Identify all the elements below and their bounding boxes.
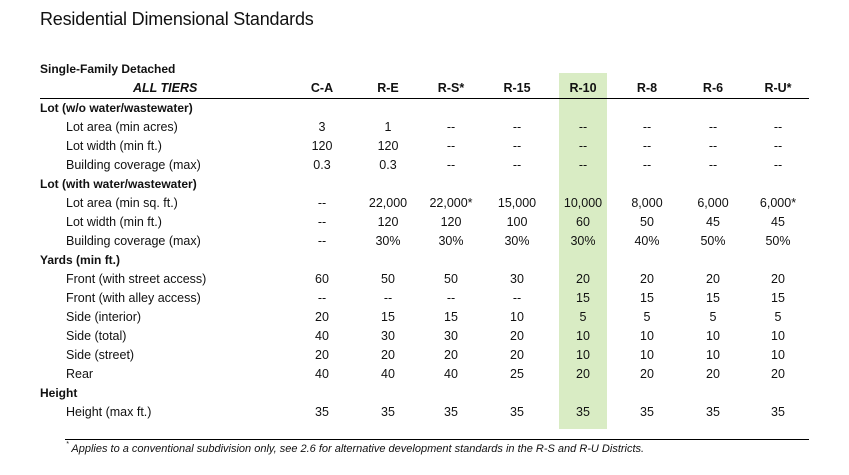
table-cell: 20	[576, 367, 590, 381]
table-cell: 30	[510, 272, 524, 286]
section-header-row	[40, 175, 809, 194]
table-cell: 22,000*	[429, 196, 473, 210]
table-cell: --	[446, 120, 456, 134]
row-label: Height (max ft.)	[66, 405, 152, 419]
table-subtitle: Single-Family Detached	[40, 62, 176, 76]
table-cell: 60	[315, 272, 329, 286]
table-cell: --	[642, 158, 652, 172]
header-tier-label: ALL TIERS	[133, 81, 198, 95]
table-cell: 30	[444, 329, 458, 343]
footnote-text: Applies to a conventional subdivision only, see 2.6 for alternative development standards in the R-S and R-U Districts.	[71, 443, 645, 455]
table-cell: 20	[771, 272, 785, 286]
table-row	[40, 403, 809, 422]
section-label: Yards (min ft.)	[40, 253, 121, 267]
column-header-r-u: R-U*	[764, 81, 792, 95]
column-header-r-10: R-10	[569, 81, 597, 95]
table-cell: --	[642, 139, 652, 153]
table-cell: --	[708, 120, 718, 134]
table-cell: 120	[377, 215, 399, 229]
column-header-r-6: R-6	[702, 81, 724, 95]
table-header-row	[40, 79, 809, 99]
table-cell: 10	[706, 348, 720, 362]
table-cell: --	[446, 158, 456, 172]
table-cell: 15	[640, 291, 654, 305]
section-label: Height	[40, 386, 78, 400]
section-header-row	[40, 384, 809, 403]
table-cell: 20	[315, 310, 329, 324]
row-label: Front (with street access)	[66, 272, 207, 286]
row-label: Rear	[66, 367, 94, 381]
page-title: Residential Dimensional Standards	[40, 9, 314, 29]
table-cell: --	[512, 139, 522, 153]
table-cell: 50%	[700, 234, 726, 248]
table-cell: 50	[640, 215, 654, 229]
table-cell: 40	[315, 367, 329, 381]
table-cell: --	[578, 120, 588, 134]
table-cell: 40%	[634, 234, 660, 248]
row-label: Side (interior)	[66, 310, 142, 324]
table-row	[40, 156, 809, 175]
table-cell: 35	[510, 405, 524, 419]
table-cell: 10,000	[563, 196, 603, 210]
table-row	[40, 289, 809, 308]
table-cell: 20	[444, 348, 458, 362]
table-cell: 20	[510, 348, 524, 362]
row-label: Front (with alley access)	[66, 291, 201, 305]
table-cell: 5	[579, 310, 587, 324]
table-cell: --	[773, 120, 783, 134]
table-cell: --	[383, 291, 393, 305]
table-cell: 50	[381, 272, 395, 286]
column-header-r-8: R-8	[636, 81, 658, 95]
table-cell: 15	[444, 310, 458, 324]
table-cell: 35	[706, 405, 720, 419]
table-cell: 25	[510, 367, 524, 381]
table-cell: --	[708, 139, 718, 153]
table-cell: 10	[706, 329, 720, 343]
table-cell: 20	[315, 348, 329, 362]
table-cell: 5	[643, 310, 651, 324]
table-cell: 8,000	[631, 196, 663, 210]
section-header-row	[40, 251, 809, 270]
table-cell: 45	[771, 215, 785, 229]
section-header-row	[40, 99, 809, 118]
row-label: Side (total)	[66, 329, 127, 343]
table-row	[40, 137, 809, 156]
table-cell: --	[317, 234, 327, 248]
table-cell: --	[642, 120, 652, 134]
table-row	[40, 346, 809, 365]
table-cell: 0.3	[313, 158, 331, 172]
table-cell: 20	[771, 367, 785, 381]
table-cell: 10	[771, 329, 785, 343]
table-cell: 10	[510, 310, 524, 324]
table-cell: 20	[706, 272, 720, 286]
table-cell: 15	[381, 310, 395, 324]
table-cell: 35	[315, 405, 329, 419]
footnote	[66, 443, 644, 455]
column-header-c-a: C-A	[310, 81, 334, 95]
row-label: Lot area (min sq. ft.)	[66, 196, 178, 210]
table-cell: 0.3	[379, 158, 397, 172]
table-cell: 10	[576, 329, 590, 343]
row-label: Lot area (min acres)	[66, 120, 178, 134]
table-cell: 5	[709, 310, 717, 324]
table-cell: 40	[315, 329, 329, 343]
table-cell: 6,000	[697, 196, 729, 210]
table-cell: 45	[706, 215, 720, 229]
table-cell: 10	[576, 348, 590, 362]
row-label: Building coverage (max)	[66, 234, 201, 248]
table-cell: 20	[706, 367, 720, 381]
table-cell: 35	[444, 405, 458, 419]
table-cell: 35	[381, 405, 395, 419]
table-cell: --	[578, 158, 588, 172]
table-cell: 10	[640, 348, 654, 362]
table-cell: 20	[381, 348, 395, 362]
table-cell: 40	[381, 367, 395, 381]
table-cell: 1	[384, 120, 392, 134]
table-cell: 5	[774, 310, 782, 324]
table-cell: --	[446, 139, 456, 153]
table-cell: 40	[444, 367, 458, 381]
row-label: Building coverage (max)	[66, 158, 201, 172]
table-body	[40, 99, 809, 422]
table-cell: 20	[640, 367, 654, 381]
table-cell: 120	[311, 139, 333, 153]
table-cell: 22,000	[368, 196, 408, 210]
column-header-r-e: R-E	[377, 81, 399, 95]
table-cell: 35	[576, 405, 590, 419]
table-cell: --	[512, 120, 522, 134]
row-label: Lot width (min ft.)	[66, 215, 162, 229]
footnote-mark: *	[66, 441, 69, 448]
table-cell: 15	[771, 291, 785, 305]
table-cell: 15,000	[497, 196, 537, 210]
column-header-r-15: R-15	[503, 81, 531, 95]
table-cell: 15	[706, 291, 720, 305]
table-cell: 30%	[570, 234, 596, 248]
table-cell: 100	[506, 215, 528, 229]
table-cell: 30	[381, 329, 395, 343]
table-cell: --	[512, 158, 522, 172]
table-row	[40, 213, 809, 232]
table-row	[40, 365, 809, 384]
table-cell: --	[773, 158, 783, 172]
table-cell: 15	[576, 291, 590, 305]
table-cell: --	[317, 215, 327, 229]
table-cell: 30%	[375, 234, 401, 248]
table-row	[40, 194, 809, 213]
table-cell: 120	[440, 215, 462, 229]
row-label: Side (street)	[66, 348, 135, 362]
table-cell: 60	[576, 215, 590, 229]
column-header-r-s: R-S*	[437, 81, 465, 95]
table-cell: 20	[640, 272, 654, 286]
table-cell: 10	[640, 329, 654, 343]
table-cell: --	[317, 196, 327, 210]
table-cell: --	[708, 158, 718, 172]
table-row	[40, 327, 809, 346]
table-cell: 35	[640, 405, 654, 419]
table-cell: --	[578, 139, 588, 153]
table-row	[40, 270, 809, 289]
table-cell: --	[512, 291, 522, 305]
table-cell: --	[773, 139, 783, 153]
table-cell: --	[317, 291, 327, 305]
table-cell: 10	[771, 348, 785, 362]
table-cell: 50	[444, 272, 458, 286]
table-cell: 20	[576, 272, 590, 286]
footnote-divider	[65, 439, 809, 440]
table-cell: 3	[318, 120, 326, 134]
table-cell: 20	[510, 329, 524, 343]
table-cell: 30%	[438, 234, 464, 248]
table-cell: 6,000*	[759, 196, 797, 210]
section-label: Lot (with water/wastewater)	[40, 177, 197, 191]
table-cell: 30%	[504, 234, 530, 248]
section-label: Lot (w/o water/wastewater)	[40, 101, 193, 115]
table-cell: 120	[377, 139, 399, 153]
dimensional-standards-table	[40, 60, 809, 422]
table-cell: --	[446, 291, 456, 305]
table-row	[40, 232, 809, 251]
table-cell: 35	[771, 405, 785, 419]
table-row	[40, 308, 809, 327]
table-row	[40, 118, 809, 137]
row-label: Lot width (min ft.)	[66, 139, 162, 153]
table-cell: 50%	[765, 234, 791, 248]
table-subtitle-row	[40, 60, 809, 79]
